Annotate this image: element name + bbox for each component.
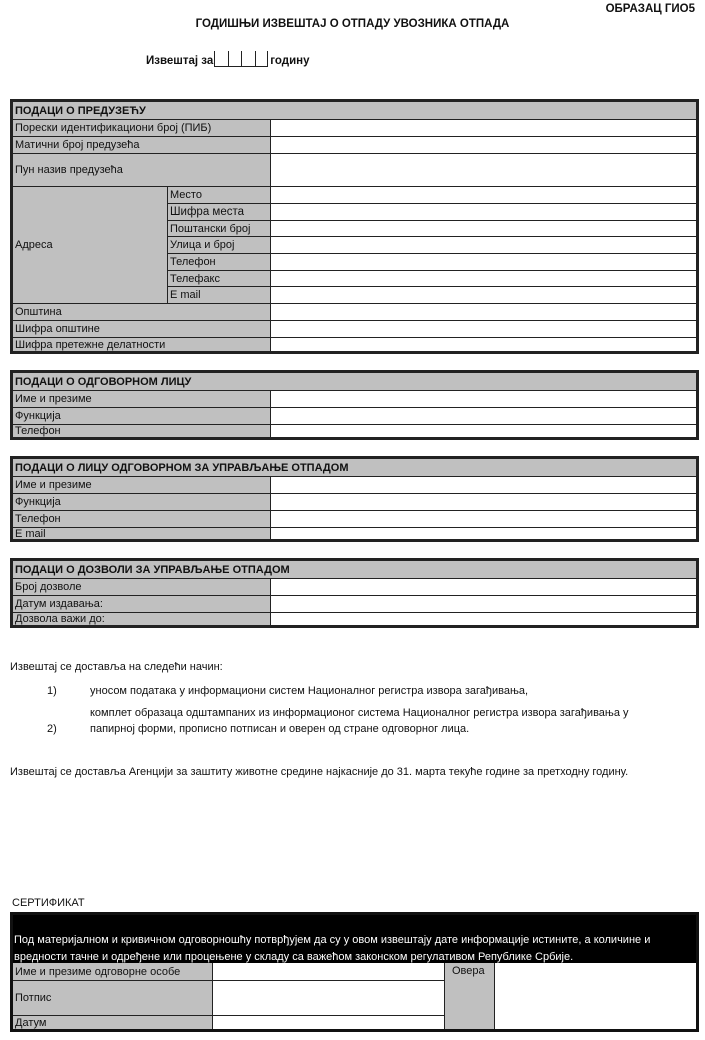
fax-input[interactable] — [270, 271, 696, 286]
wm-email-row — [13, 527, 696, 539]
pib-input[interactable] — [270, 120, 696, 136]
responsible-person-title: ПОДАЦИ О ОДГОВОРНОМ ЛИЦУ — [13, 373, 696, 390]
year-prefix: Извештај за — [146, 55, 214, 67]
rp-name-input[interactable] — [270, 391, 696, 407]
rp-function-input[interactable] — [270, 408, 696, 424]
phone-input[interactable] — [270, 254, 696, 270]
phone-label: Телефон — [167, 254, 270, 270]
permit-valid-until-row — [13, 612, 696, 625]
address-place-code-row — [167, 203, 696, 220]
report-year-line — [146, 51, 310, 67]
activity-code-label: Шифра претежне делатности — [13, 338, 270, 351]
document-title: ГОДИШЊИ ИЗВЕШТАЈ О ОТПАДУ УВОЗНИКА ОТПАДА — [195, 18, 510, 30]
full-name-row — [13, 153, 696, 186]
address-street-row — [167, 236, 696, 253]
address-postal-row — [167, 220, 696, 236]
municipality-code-input[interactable] — [270, 321, 696, 337]
submission-deadline: Извештај се доставља Агенцији за заштиту животне средине најкасније до 31. марта текуће године за претходну годину. — [10, 766, 629, 778]
address-fax-row — [167, 270, 696, 286]
place-code-label: Шифра места — [167, 204, 270, 220]
cert-name-label: Име и презиме одговорне особе — [13, 963, 212, 980]
wm-email-input[interactable] — [270, 528, 696, 539]
cert-stamp-label: Овера — [445, 963, 494, 1029]
activity-code-row — [13, 337, 696, 351]
permit-issue-date-input[interactable] — [270, 596, 696, 612]
rp-phone-row — [13, 424, 696, 437]
instruction-2-text-line1: комплет образаца одштампаних из информационог система Националног регистра извора загађивања у — [90, 707, 629, 719]
municipality-label: Општина — [13, 304, 270, 320]
permit-valid-until-input[interactable] — [270, 613, 696, 625]
permit-number-label: Број дозволе — [13, 579, 270, 595]
email-label: E mail — [167, 287, 270, 303]
reg-no-row — [13, 136, 696, 153]
address-phone-row — [167, 253, 696, 270]
wm-phone-row — [13, 510, 696, 527]
company-data-table — [10, 99, 699, 354]
email-input[interactable] — [270, 287, 696, 303]
year-digit-2-input[interactable] — [228, 51, 242, 67]
waste-manager-table — [10, 456, 699, 542]
street-input[interactable] — [270, 237, 696, 253]
reg-no-input[interactable] — [270, 137, 696, 153]
statement-line-2: вредности тачне и одређене или процењене у складу са важећом законском регулативом Републике Србије. — [14, 951, 574, 963]
year-digit-3-input[interactable] — [241, 51, 255, 67]
wm-phone-label: Телефон — [13, 511, 270, 527]
waste-manager-title: ПОДАЦИ О ЛИЦУ ОДГОВОРНОМ ЗА УПРАВЉАЊЕ ОТПАДОМ — [13, 459, 696, 476]
certificate-statement — [13, 932, 696, 966]
wm-name-input[interactable] — [270, 477, 696, 493]
place-label: Место — [167, 187, 270, 203]
activity-code-input[interactable] — [270, 338, 696, 351]
cert-signature-input[interactable] — [212, 980, 445, 1015]
permit-issue-date-row — [13, 595, 696, 612]
rp-function-label: Функција — [13, 408, 270, 424]
instruction-2-number: 2) — [47, 723, 57, 735]
municipality-row — [13, 303, 696, 320]
rp-name-label: Име и презиме — [13, 391, 270, 407]
certificate-signature-grid — [13, 963, 696, 1029]
municipality-code-label: Шифра општине — [13, 321, 270, 337]
year-digit-1-input[interactable] — [214, 51, 228, 67]
year-input-boxes — [214, 51, 268, 67]
form-code: ОБРАЗАЦ ГИО5 — [605, 3, 695, 15]
fax-label: Телефакс — [167, 271, 270, 286]
cert-date-label: Датум — [13, 1015, 212, 1029]
year-suffix: годину — [270, 55, 310, 67]
place-input[interactable] — [270, 187, 696, 203]
responsible-person-table — [10, 370, 699, 440]
permit-table — [10, 558, 699, 628]
cert-signature-label: Потпис — [13, 980, 212, 1015]
cert-name-input[interactable] — [212, 963, 445, 980]
rp-name-row — [13, 390, 696, 407]
instructions-intro: Извештај се доставља на следећи начин: — [10, 661, 223, 673]
full-name-input[interactable] — [270, 154, 696, 186]
municipality-input[interactable] — [270, 304, 696, 320]
pib-label: Порески идентификациони број (ПИБ) — [13, 120, 270, 136]
wm-phone-input[interactable] — [270, 511, 696, 527]
statement-line-1: Под материјалном и кривичном одговорношћу потврђујем да су у овом извештају дате информације истините, а количине и — [14, 934, 651, 946]
permit-issue-date-label: Датум издавања: — [13, 596, 270, 612]
year-digit-4-input[interactable] — [255, 51, 269, 67]
company-section-title: ПОДАЦИ О ПРЕДУЗЕЋУ — [13, 102, 696, 119]
permit-valid-until-label: Дозвола важи до: — [13, 613, 270, 625]
place-code-input[interactable] — [270, 204, 696, 220]
postal-code-input[interactable] — [270, 221, 696, 236]
wm-function-input[interactable] — [270, 494, 696, 510]
certificate-box — [10, 912, 699, 1032]
address-place-row — [167, 186, 696, 203]
postal-code-label: Поштански број — [167, 221, 270, 236]
reg-no-label: Матични број предузећа — [13, 137, 270, 153]
address-label: Адреса — [13, 187, 167, 303]
instruction-1-number: 1) — [47, 685, 57, 697]
cert-stamp-area[interactable] — [494, 963, 696, 1029]
municipality-code-row — [13, 320, 696, 337]
wm-function-row — [13, 493, 696, 510]
pib-row — [13, 119, 696, 136]
wm-name-label: Име и презиме — [13, 477, 270, 493]
instruction-1-text: уносом података у информациони систем Националног регистра извора загађивања, — [90, 685, 529, 697]
rp-function-row — [13, 407, 696, 424]
permit-number-input[interactable] — [270, 579, 696, 595]
permit-number-row — [13, 578, 696, 595]
rp-phone-input[interactable] — [270, 425, 696, 437]
wm-function-label: Функција — [13, 494, 270, 510]
certificate-label: СЕРТИФИКАТ — [12, 897, 85, 909]
wm-email-label: E mail — [13, 528, 270, 539]
wm-name-row — [13, 476, 696, 493]
permit-title: ПОДАЦИ О ДОЗВОЛИ ЗА УПРАВЉАЊЕ ОТПАДОМ — [13, 561, 696, 578]
cert-date-input[interactable] — [212, 1015, 445, 1029]
street-label: Улица и број — [167, 237, 270, 253]
full-name-label: Пун назив предузећа — [13, 154, 270, 186]
address-email-row — [167, 286, 696, 303]
instruction-2-text-line2: папирној форми, прописно потписан и оверен од стране одговорног лица. — [90, 723, 470, 735]
rp-phone-label: Телефон — [13, 425, 270, 437]
